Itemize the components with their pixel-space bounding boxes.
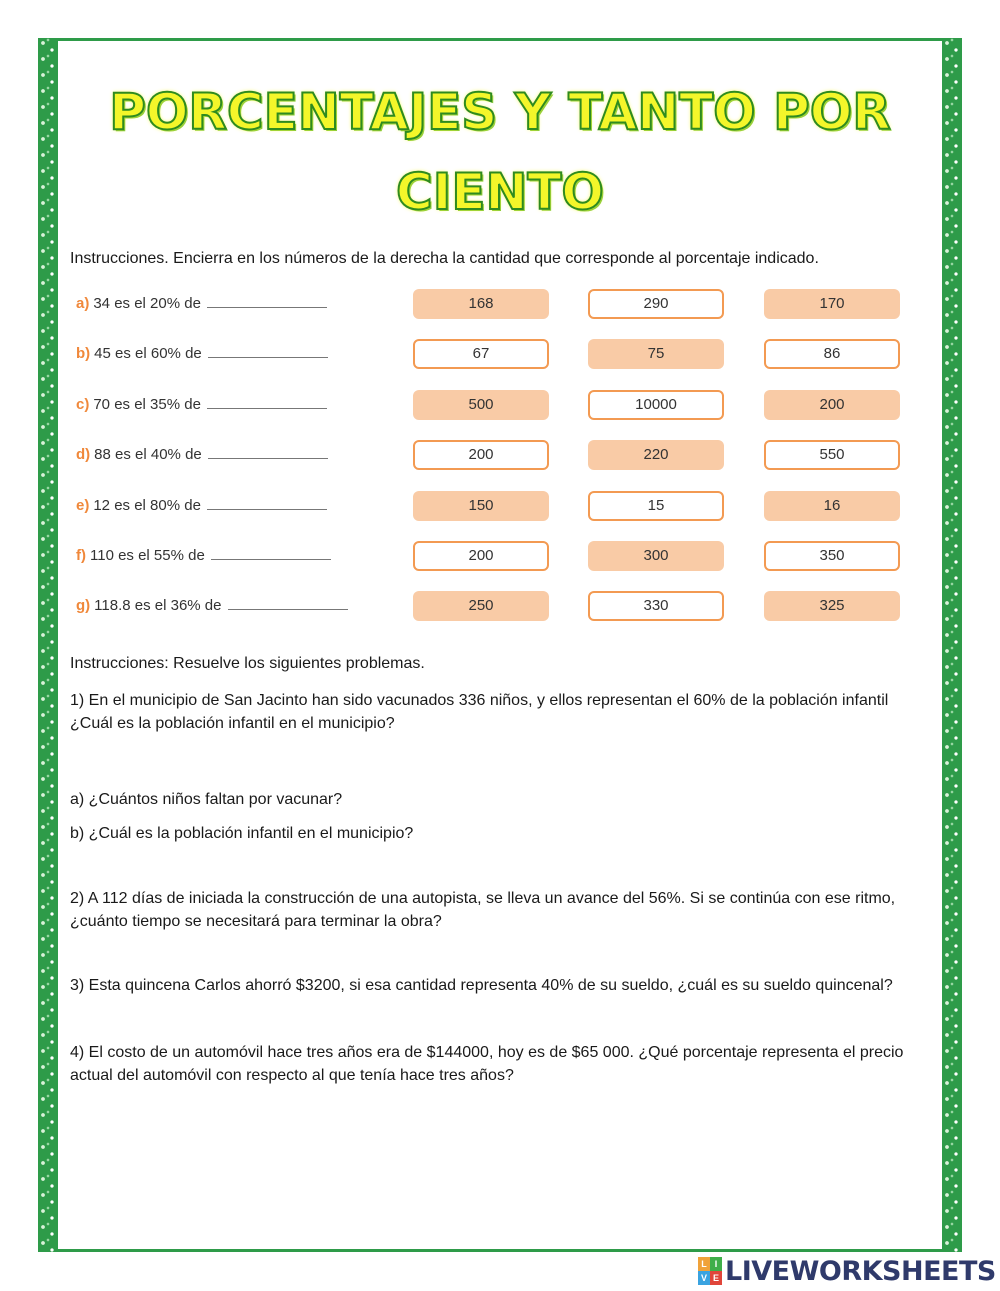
answer-option[interactable]: 500 <box>413 390 549 420</box>
answer-option[interactable]: 150 <box>413 491 549 521</box>
exercise-label <box>76 396 327 413</box>
page-border-left <box>38 38 58 1252</box>
problem-2-line-1: 2) A 112 días de iniciada la construcción de una autopista, se lleva un avance del 56%. Si se continúa con ese ritmo, <box>70 890 896 907</box>
exercise-text: 45 es el 60% de <box>94 345 202 362</box>
problem-1-question-a: a) ¿Cuántos niños faltan por vacunar? <box>70 791 343 808</box>
problem-1-answer-area[interactable] <box>70 744 930 770</box>
exercise-text: 88 es el 40% de <box>94 446 202 463</box>
exercise-row <box>0 440 1000 472</box>
liveworksheets-logo[interactable] <box>698 1256 996 1286</box>
section1-instructions: Instrucciones. Encierra en los números de la derecha la cantidad que corresponde al porcentaje indicado. <box>70 250 819 267</box>
answer-blank-line <box>228 608 348 610</box>
answer-option[interactable]: 10000 <box>588 390 724 420</box>
problem-4-line-2: actual del automóvil con respecto al que tenía hace tres años? <box>70 1067 514 1084</box>
problem-3 <box>70 974 930 997</box>
exercise-letter: f) <box>76 547 86 564</box>
answer-option[interactable]: 16 <box>764 491 900 521</box>
problem-3-answer-area[interactable] <box>70 1004 930 1030</box>
answer-blank-line <box>207 306 327 308</box>
logo-text: LIVEWORKSHEETS <box>725 1255 996 1287</box>
answer-blank-line <box>208 356 328 358</box>
logo-mark-letter: L <box>698 1257 710 1271</box>
exercise-letter: b) <box>76 345 91 362</box>
exercise-text: 118.8 es el 36% de <box>94 597 222 614</box>
title-line-2: CIENTO <box>396 163 604 221</box>
exercise-row <box>0 339 1000 371</box>
logo-mark-letter: E <box>710 1271 722 1285</box>
problem-3-line-1: 3) Esta quincena Carlos ahorró $3200, si esa cantidad representa 40% de su sueldo, ¿cuál es su sueldo quincenal? <box>70 977 893 994</box>
answer-option[interactable]: 550 <box>764 440 900 470</box>
section2-instructions: Instrucciones: Resuelve los siguientes problemas. <box>70 655 425 672</box>
exercise-row <box>0 390 1000 422</box>
answer-blank-line <box>211 558 331 560</box>
answer-option[interactable]: 75 <box>588 339 724 369</box>
answer-option[interactable]: 220 <box>588 440 724 470</box>
exercise-row <box>0 491 1000 523</box>
answer-option[interactable]: 325 <box>764 591 900 621</box>
problem-2 <box>70 887 930 933</box>
problem-1-line-2: ¿Cuál es la población infantil en el municipio? <box>70 715 395 732</box>
problem-4-answer-area[interactable] <box>70 1100 930 1126</box>
answer-blank-line <box>208 457 328 459</box>
problem-2-answer-area[interactable] <box>70 938 930 964</box>
exercise-text: 12 es el 80% de <box>93 497 201 514</box>
exercise-label <box>76 597 348 614</box>
exercise-label <box>76 446 328 463</box>
exercise-text: 110 es el 55% de <box>90 547 205 564</box>
answer-blank-line <box>207 407 327 409</box>
exercise-label <box>76 345 328 362</box>
exercise-letter: c) <box>76 396 90 413</box>
answer-option[interactable]: 250 <box>413 591 549 621</box>
answer-blank-line <box>207 508 327 510</box>
problem-1-line-1: 1) En el municipio de San Jacinto han sido vacunados 336 niños, y ellos representan el 60% de la población infantil <box>70 692 889 709</box>
logo-mark-icon <box>698 1257 722 1285</box>
page-border-right <box>942 38 962 1252</box>
answer-option[interactable]: 330 <box>588 591 724 621</box>
problem-1 <box>70 689 930 735</box>
problem-1b-answer-area[interactable] <box>70 850 930 876</box>
answer-option[interactable]: 350 <box>764 541 900 571</box>
answer-option[interactable]: 168 <box>413 289 549 319</box>
answer-option[interactable]: 86 <box>764 339 900 369</box>
answer-option[interactable]: 200 <box>413 440 549 470</box>
exercise-text: 70 es el 35% de <box>93 396 201 413</box>
answer-option[interactable]: 200 <box>764 390 900 420</box>
exercise-row <box>0 591 1000 623</box>
exercise-letter: d) <box>76 446 91 463</box>
page-border-bottom <box>38 1249 962 1252</box>
exercise-row <box>0 289 1000 321</box>
problem-4 <box>70 1041 930 1087</box>
exercise-label <box>76 547 331 564</box>
exercise-label <box>76 295 327 312</box>
page-border-top <box>38 38 962 41</box>
exercise-label <box>76 497 327 514</box>
worksheet-title <box>60 72 940 232</box>
answer-option[interactable]: 200 <box>413 541 549 571</box>
problem-1-question-b: b) ¿Cuál es la población infantil en el municipio? <box>70 825 414 842</box>
exercise-letter: e) <box>76 497 90 514</box>
exercise-row <box>0 541 1000 573</box>
logo-mark-letter: V <box>698 1271 710 1285</box>
answer-option[interactable]: 170 <box>764 289 900 319</box>
problem-2-line-2: ¿cuánto tiempo se necesitará para terminar la obra? <box>70 913 442 930</box>
answer-option[interactable]: 67 <box>413 339 549 369</box>
exercise-letter: g) <box>76 597 91 614</box>
answer-option[interactable]: 300 <box>588 541 724 571</box>
answer-option[interactable]: 15 <box>588 491 724 521</box>
title-line-1: PORCENTAJES Y TANTO POR <box>109 83 891 141</box>
problem-4-line-1: 4) El costo de un automóvil hace tres años era de $144000, hoy es de $65 000. ¿Qué porcentaje representa el precio <box>70 1044 904 1061</box>
logo-mark-letter: I <box>710 1257 722 1271</box>
answer-option[interactable]: 290 <box>588 289 724 319</box>
exercise-letter: a) <box>76 295 90 312</box>
exercise-text: 34 es el 20% de <box>93 295 201 312</box>
